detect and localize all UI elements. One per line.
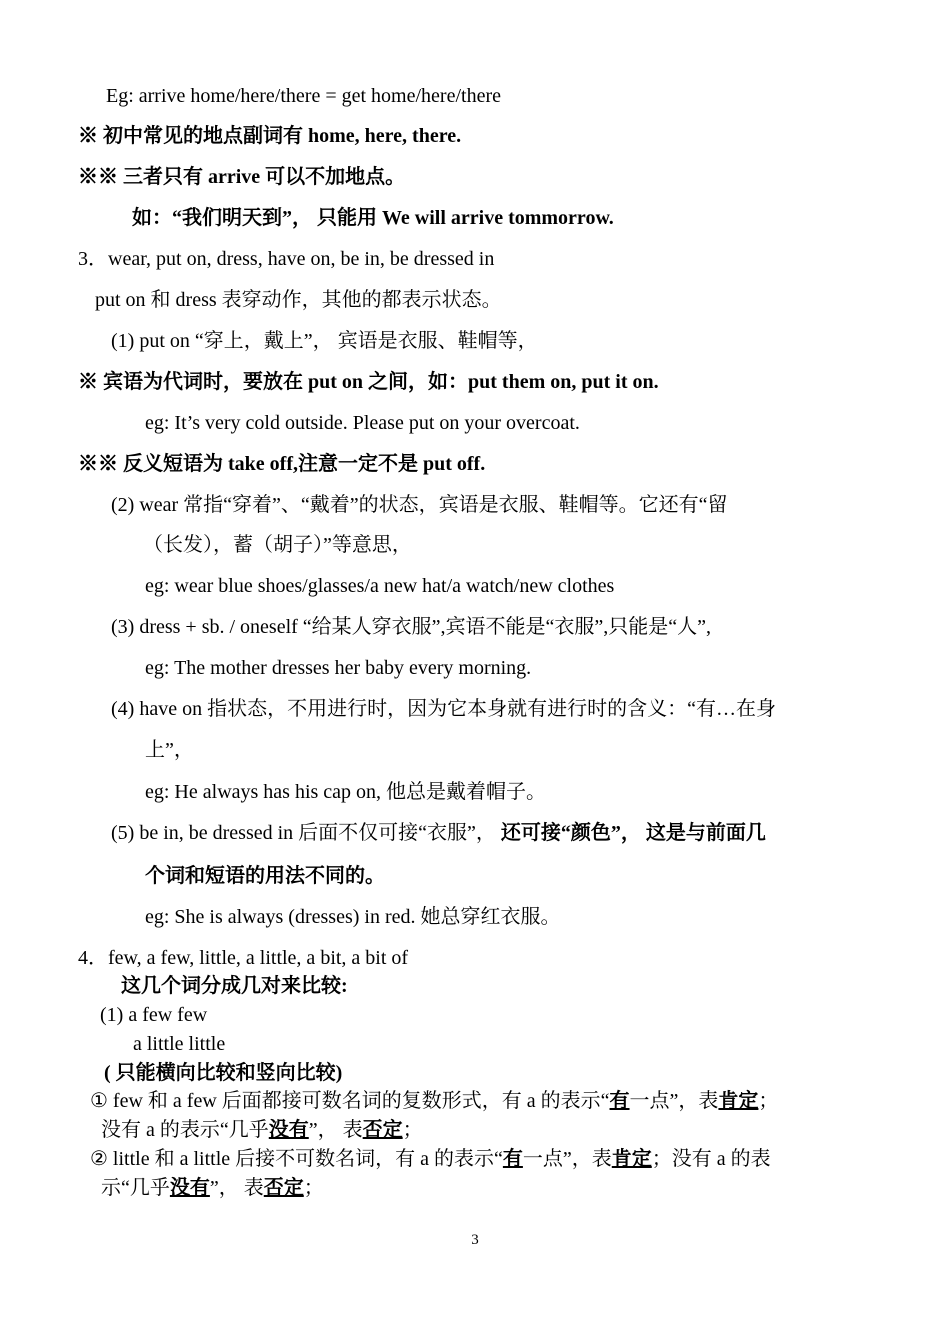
text-line — [145, 780, 546, 804]
text-segment: 没有 a 的表示“几乎 — [101, 1119, 269, 1141]
text-segment: ”， 表 — [308, 1119, 363, 1141]
text-line — [95, 288, 502, 312]
text-segment: ※※ 三者只有 arrive 可以不加地点。 — [78, 166, 406, 188]
text-segment: 还可接“颜色”， 这是与前面几 — [500, 822, 766, 844]
text-segment: 上”， — [145, 739, 194, 761]
text-line — [133, 1032, 225, 1056]
text-segment: 没有 — [268, 1119, 309, 1141]
text-segment: （长发），蓄（胡子）”等意思， — [143, 534, 412, 556]
text-segment: (3) dress + sb. / oneself “给某人穿衣服”,宾语不能是“衣服”,只能是“人”, — [111, 616, 712, 638]
text-segment: ； — [758, 1090, 779, 1112]
text-segment: eg: It’s very cold outside. Please put on your overcoat. — [145, 412, 580, 434]
text-segment: ※ 宾语为代词时，要放在 put on 之间，如：put them on, put it on. — [78, 371, 659, 393]
text-segment: 这几个词分成几对来比较: — [121, 975, 348, 997]
text-segment: ※ 初中常见的地点副词有 home, here, there. — [78, 125, 462, 147]
text-segment: 一点”，表 — [522, 1148, 612, 1170]
text-line — [145, 656, 531, 680]
text-segment: 有 — [502, 1148, 523, 1170]
text-segment: 如：“我们明天到”， 只能用 We will arrive tommorrow. — [132, 207, 614, 229]
text-segment: ※※ 反义短语为 take off,注意一定不是 put off. — [78, 453, 486, 475]
text-segment: ① few 和 a few 后面都接可数名词的复数形式，有 a 的表示“ — [90, 1090, 610, 1112]
text-segment: ；没有 a 的表 — [651, 1148, 771, 1170]
text-segment: 肯定 — [718, 1090, 759, 1112]
text-line — [78, 452, 485, 476]
text-line — [111, 697, 776, 721]
text-segment: 示“几乎 — [101, 1177, 170, 1199]
text-line — [106, 84, 501, 108]
text-segment: 没有 — [169, 1177, 210, 1199]
text-line — [111, 329, 538, 353]
text-line — [101, 1118, 423, 1142]
text-segment: 肯定 — [611, 1148, 652, 1170]
text-segment: (1) put on “穿上，戴上”， 宾语是衣服、鞋帽等， — [111, 330, 538, 352]
text-segment: (2) wear 常指“穿着”、“戴着”的状态，宾语是衣服、鞋帽等。它还有“留 — [111, 494, 728, 516]
text-segment: 否定 — [263, 1177, 304, 1199]
text-line — [145, 738, 194, 762]
text-line — [104, 1061, 342, 1085]
text-segment: 有 — [609, 1090, 630, 1112]
text-segment: Eg: arrive home/here/there = get home/here/there — [106, 85, 501, 107]
text-line — [111, 615, 711, 639]
text-line — [90, 1089, 778, 1113]
text-line — [132, 206, 614, 230]
text-line — [111, 821, 766, 845]
text-line — [78, 370, 659, 394]
text-line — [78, 247, 494, 271]
text-line — [145, 864, 385, 888]
text-segment: a little little — [133, 1033, 226, 1055]
text-line — [78, 165, 405, 189]
page-number: 3 — [471, 1232, 479, 1248]
text-segment: ( 只能横向比较和竖向比较) — [104, 1062, 343, 1084]
text-line — [78, 946, 408, 970]
text-segment: (5) be in, be dressed in 后面不仅可接“衣服”， — [111, 822, 501, 844]
text-segment: 个词和短语的用法不同的。 — [145, 865, 385, 887]
text-line — [145, 905, 561, 929]
text-line — [78, 124, 461, 148]
text-segment: eg: She is always (dresses) in red. 她总穿红衣服。 — [145, 906, 561, 928]
text-segment: ； — [402, 1119, 423, 1141]
text-line — [100, 1003, 207, 1027]
text-segment: put on 和 dress 表穿动作，其他的都表示状态。 — [95, 289, 502, 311]
text-line — [111, 493, 728, 517]
text-segment: 4．few, a few, little, a little, a bit, a bit of — [78, 947, 409, 969]
text-segment: 3．wear, put on, dress, have on, be in, be dressed in — [78, 248, 495, 270]
text-segment: ”， 表 — [209, 1177, 264, 1199]
text-segment: 一点”，表 — [629, 1090, 719, 1112]
text-segment: ② little 和 a little 后接不可数名词，有 a 的表示“ — [90, 1148, 503, 1170]
text-segment: eg: The mother dresses her baby every morning. — [145, 657, 532, 679]
text-line — [145, 411, 580, 435]
text-line — [143, 533, 412, 557]
text-line — [145, 574, 614, 598]
text-line — [101, 1176, 324, 1200]
text-line — [90, 1147, 771, 1171]
text-segment: (4) have on 指状态，不用进行时，因为它本身就有进行时的含义：“有…在身 — [111, 698, 776, 720]
text-segment: eg: He always has his cap on, 他总是戴着帽子。 — [145, 781, 547, 803]
text-line — [121, 974, 348, 998]
text-segment: 否定 — [362, 1119, 403, 1141]
text-segment: eg: wear blue shoes/glasses/a new hat/a watch/new clothes — [145, 575, 615, 597]
text-segment: ； — [303, 1177, 324, 1199]
text-segment: (1) a few few — [100, 1004, 208, 1026]
